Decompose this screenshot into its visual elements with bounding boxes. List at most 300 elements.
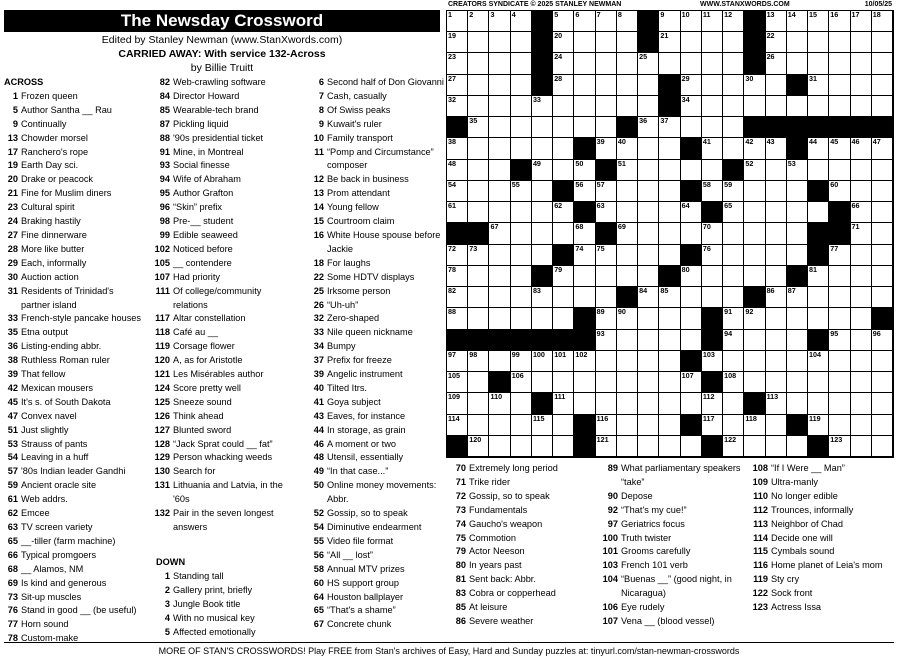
grid-cell[interactable] bbox=[511, 32, 532, 53]
grid-cell[interactable] bbox=[511, 393, 532, 414]
grid-cell[interactable] bbox=[723, 32, 744, 53]
grid-cell[interactable] bbox=[829, 415, 850, 436]
grid-cell[interactable] bbox=[829, 96, 850, 117]
grid-cell[interactable] bbox=[808, 266, 829, 287]
grid-cell[interactable] bbox=[596, 372, 617, 393]
grid-cell[interactable] bbox=[872, 32, 893, 53]
grid-cell[interactable] bbox=[744, 160, 765, 181]
grid-cell[interactable] bbox=[596, 53, 617, 74]
grid-cell[interactable] bbox=[511, 245, 532, 266]
grid-cell[interactable] bbox=[787, 287, 808, 308]
grid-cell[interactable] bbox=[574, 11, 595, 32]
grid-cell[interactable] bbox=[702, 415, 723, 436]
grid-cell[interactable] bbox=[702, 393, 723, 414]
grid-cell[interactable] bbox=[787, 372, 808, 393]
grid-cell[interactable] bbox=[468, 372, 489, 393]
grid-cell[interactable] bbox=[851, 393, 872, 414]
grid-cell[interactable] bbox=[617, 96, 638, 117]
grid-cell[interactable] bbox=[532, 351, 553, 372]
grid-cell[interactable] bbox=[702, 53, 723, 74]
grid-cell[interactable] bbox=[532, 436, 553, 457]
grid-cell[interactable] bbox=[744, 75, 765, 96]
grid-cell[interactable] bbox=[659, 330, 680, 351]
grid-cell[interactable] bbox=[681, 11, 702, 32]
grid-cell[interactable] bbox=[829, 372, 850, 393]
grid-cell[interactable] bbox=[447, 53, 468, 74]
grid-cell[interactable] bbox=[574, 351, 595, 372]
grid-cell[interactable] bbox=[872, 223, 893, 244]
grid-cell[interactable] bbox=[447, 415, 468, 436]
grid-cell[interactable] bbox=[596, 393, 617, 414]
grid-cell[interactable] bbox=[702, 75, 723, 96]
grid-cell[interactable] bbox=[723, 287, 744, 308]
grid-cell[interactable] bbox=[468, 266, 489, 287]
grid-cell[interactable] bbox=[702, 266, 723, 287]
grid-cell[interactable] bbox=[744, 330, 765, 351]
grid-cell[interactable] bbox=[553, 393, 574, 414]
grid-cell[interactable] bbox=[511, 351, 532, 372]
grid-cell[interactable] bbox=[596, 415, 617, 436]
grid-cell[interactable] bbox=[766, 202, 787, 223]
grid-cell[interactable] bbox=[872, 330, 893, 351]
grid-cell[interactable] bbox=[851, 372, 872, 393]
grid-cell[interactable] bbox=[744, 372, 765, 393]
grid-cell[interactable] bbox=[489, 223, 510, 244]
grid-cell[interactable] bbox=[532, 160, 553, 181]
grid-cell[interactable] bbox=[659, 160, 680, 181]
grid-cell[interactable] bbox=[681, 330, 702, 351]
grid-cell[interactable] bbox=[468, 287, 489, 308]
grid-cell[interactable] bbox=[681, 53, 702, 74]
grid-cell[interactable] bbox=[808, 351, 829, 372]
grid-cell[interactable] bbox=[766, 266, 787, 287]
grid-cell[interactable] bbox=[511, 223, 532, 244]
grid-cell[interactable] bbox=[872, 266, 893, 287]
grid-cell[interactable] bbox=[723, 266, 744, 287]
grid-cell[interactable] bbox=[659, 223, 680, 244]
grid-cell[interactable] bbox=[744, 266, 765, 287]
grid-cell[interactable] bbox=[787, 160, 808, 181]
grid-cell[interactable] bbox=[872, 287, 893, 308]
grid-cell[interactable] bbox=[574, 117, 595, 138]
grid-cell[interactable] bbox=[681, 436, 702, 457]
grid-cell[interactable] bbox=[468, 160, 489, 181]
grid-cell[interactable] bbox=[511, 287, 532, 308]
grid-cell[interactable] bbox=[638, 138, 659, 159]
grid-cell[interactable] bbox=[872, 393, 893, 414]
grid-cell[interactable] bbox=[574, 96, 595, 117]
grid-cell[interactable] bbox=[766, 330, 787, 351]
grid-cell[interactable] bbox=[787, 11, 808, 32]
grid-cell[interactable] bbox=[596, 32, 617, 53]
grid-cell[interactable] bbox=[851, 223, 872, 244]
grid-cell[interactable] bbox=[723, 436, 744, 457]
grid-cell[interactable] bbox=[851, 202, 872, 223]
grid-cell[interactable] bbox=[638, 117, 659, 138]
grid-cell[interactable] bbox=[787, 330, 808, 351]
grid-cell[interactable] bbox=[596, 75, 617, 96]
grid-cell[interactable] bbox=[829, 351, 850, 372]
grid-cell[interactable] bbox=[744, 223, 765, 244]
grid-cell[interactable] bbox=[489, 117, 510, 138]
grid-cell[interactable] bbox=[829, 160, 850, 181]
grid-cell[interactable] bbox=[659, 415, 680, 436]
grid-cell[interactable] bbox=[723, 202, 744, 223]
grid-cell[interactable] bbox=[851, 287, 872, 308]
grid-cell[interactable] bbox=[574, 53, 595, 74]
grid-cell[interactable] bbox=[447, 351, 468, 372]
grid-cell[interactable] bbox=[574, 372, 595, 393]
grid-cell[interactable] bbox=[447, 266, 468, 287]
grid-cell[interactable] bbox=[851, 32, 872, 53]
grid-cell[interactable] bbox=[659, 308, 680, 329]
grid-cell[interactable] bbox=[808, 415, 829, 436]
grid-cell[interactable] bbox=[489, 181, 510, 202]
grid-cell[interactable] bbox=[617, 351, 638, 372]
grid-cell[interactable] bbox=[829, 11, 850, 32]
grid-cell[interactable] bbox=[553, 160, 574, 181]
grid-cell[interactable] bbox=[787, 181, 808, 202]
grid-cell[interactable] bbox=[532, 202, 553, 223]
grid-cell[interactable] bbox=[511, 96, 532, 117]
grid-cell[interactable] bbox=[617, 202, 638, 223]
grid-cell[interactable] bbox=[723, 53, 744, 74]
grid-cell[interactable] bbox=[702, 181, 723, 202]
grid-cell[interactable] bbox=[596, 245, 617, 266]
grid-cell[interactable] bbox=[872, 53, 893, 74]
grid-cell[interactable] bbox=[574, 223, 595, 244]
grid-cell[interactable] bbox=[744, 245, 765, 266]
grid-cell[interactable] bbox=[638, 53, 659, 74]
grid-cell[interactable] bbox=[829, 393, 850, 414]
grid-cell[interactable] bbox=[681, 393, 702, 414]
grid-cell[interactable] bbox=[702, 245, 723, 266]
grid-cell[interactable] bbox=[596, 11, 617, 32]
grid-cell[interactable] bbox=[851, 308, 872, 329]
grid-cell[interactable] bbox=[702, 287, 723, 308]
grid-cell[interactable] bbox=[553, 96, 574, 117]
grid-cell[interactable] bbox=[532, 96, 553, 117]
grid-cell[interactable] bbox=[766, 245, 787, 266]
grid-cell[interactable] bbox=[468, 53, 489, 74]
grid-cell[interactable] bbox=[638, 266, 659, 287]
grid-cell[interactable] bbox=[553, 53, 574, 74]
grid-cell[interactable] bbox=[553, 32, 574, 53]
grid-cell[interactable] bbox=[468, 117, 489, 138]
grid-cell[interactable] bbox=[468, 393, 489, 414]
grid-cell[interactable] bbox=[532, 245, 553, 266]
grid-cell[interactable] bbox=[851, 160, 872, 181]
grid-cell[interactable] bbox=[766, 287, 787, 308]
grid-cell[interactable] bbox=[744, 308, 765, 329]
grid-cell[interactable] bbox=[702, 11, 723, 32]
grid-cell[interactable] bbox=[681, 372, 702, 393]
grid-cell[interactable] bbox=[659, 138, 680, 159]
grid-cell[interactable] bbox=[659, 287, 680, 308]
grid-cell[interactable] bbox=[872, 160, 893, 181]
grid-cell[interactable] bbox=[872, 138, 893, 159]
grid-cell[interactable] bbox=[553, 266, 574, 287]
grid-cell[interactable] bbox=[787, 223, 808, 244]
grid-cell[interactable] bbox=[681, 160, 702, 181]
grid-cell[interactable] bbox=[596, 181, 617, 202]
grid-cell[interactable] bbox=[766, 138, 787, 159]
grid-cell[interactable] bbox=[617, 372, 638, 393]
grid-cell[interactable] bbox=[659, 372, 680, 393]
grid-cell[interactable] bbox=[829, 330, 850, 351]
grid-cell[interactable] bbox=[723, 223, 744, 244]
grid-cell[interactable] bbox=[447, 96, 468, 117]
grid-cell[interactable] bbox=[766, 32, 787, 53]
grid-cell[interactable] bbox=[447, 308, 468, 329]
grid-cell[interactable] bbox=[851, 436, 872, 457]
grid-cell[interactable] bbox=[489, 436, 510, 457]
grid-cell[interactable] bbox=[447, 75, 468, 96]
grid-cell[interactable] bbox=[829, 138, 850, 159]
grid-cell[interactable] bbox=[766, 308, 787, 329]
grid-cell[interactable] bbox=[596, 330, 617, 351]
grid-cell[interactable] bbox=[723, 245, 744, 266]
grid-cell[interactable] bbox=[489, 393, 510, 414]
grid-cell[interactable] bbox=[851, 75, 872, 96]
grid-cell[interactable] bbox=[766, 181, 787, 202]
grid-cell[interactable] bbox=[766, 372, 787, 393]
grid-cell[interactable] bbox=[766, 436, 787, 457]
grid-cell[interactable] bbox=[851, 266, 872, 287]
grid-cell[interactable] bbox=[723, 308, 744, 329]
grid-cell[interactable] bbox=[681, 75, 702, 96]
grid-cell[interactable] bbox=[851, 351, 872, 372]
grid-cell[interactable] bbox=[787, 32, 808, 53]
grid-cell[interactable] bbox=[659, 117, 680, 138]
grid-cell[interactable] bbox=[553, 436, 574, 457]
grid-cell[interactable] bbox=[468, 202, 489, 223]
grid-cell[interactable] bbox=[617, 32, 638, 53]
grid-cell[interactable] bbox=[447, 202, 468, 223]
grid-cell[interactable] bbox=[617, 415, 638, 436]
grid-cell[interactable] bbox=[702, 160, 723, 181]
grid-cell[interactable] bbox=[489, 11, 510, 32]
grid-cell[interactable] bbox=[511, 75, 532, 96]
grid-cell[interactable] bbox=[617, 138, 638, 159]
grid-cell[interactable] bbox=[787, 202, 808, 223]
grid-cell[interactable] bbox=[553, 202, 574, 223]
grid-cell[interactable] bbox=[766, 11, 787, 32]
grid-cell[interactable] bbox=[872, 415, 893, 436]
grid-cell[interactable] bbox=[808, 202, 829, 223]
grid-cell[interactable] bbox=[638, 223, 659, 244]
grid-cell[interactable] bbox=[659, 436, 680, 457]
grid-cell[interactable] bbox=[511, 117, 532, 138]
grid-cell[interactable] bbox=[617, 393, 638, 414]
grid-cell[interactable] bbox=[702, 96, 723, 117]
grid-cell[interactable] bbox=[553, 75, 574, 96]
grid-cell[interactable] bbox=[638, 415, 659, 436]
grid-cell[interactable] bbox=[744, 351, 765, 372]
grid-cell[interactable] bbox=[511, 181, 532, 202]
grid-cell[interactable] bbox=[702, 351, 723, 372]
grid-cell[interactable] bbox=[596, 202, 617, 223]
grid-cell[interactable] bbox=[511, 415, 532, 436]
grid-cell[interactable] bbox=[638, 181, 659, 202]
grid-cell[interactable] bbox=[617, 160, 638, 181]
grid-cell[interactable] bbox=[851, 415, 872, 436]
grid-cell[interactable] bbox=[532, 308, 553, 329]
grid-cell[interactable] bbox=[511, 308, 532, 329]
grid-cell[interactable] bbox=[617, 11, 638, 32]
grid-cell[interactable] bbox=[617, 53, 638, 74]
grid-cell[interactable] bbox=[808, 75, 829, 96]
grid-cell[interactable] bbox=[659, 245, 680, 266]
grid-cell[interactable] bbox=[808, 32, 829, 53]
grid-cell[interactable] bbox=[723, 351, 744, 372]
grid-cell[interactable] bbox=[638, 436, 659, 457]
grid-cell[interactable] bbox=[681, 287, 702, 308]
grid-cell[interactable] bbox=[829, 436, 850, 457]
grid-cell[interactable] bbox=[681, 202, 702, 223]
grid-cell[interactable] bbox=[681, 117, 702, 138]
grid-cell[interactable] bbox=[617, 75, 638, 96]
grid-cell[interactable] bbox=[638, 75, 659, 96]
grid-cell[interactable] bbox=[638, 202, 659, 223]
grid-cell[interactable] bbox=[723, 330, 744, 351]
grid-cell[interactable] bbox=[766, 415, 787, 436]
grid-cell[interactable] bbox=[511, 372, 532, 393]
grid-cell[interactable] bbox=[829, 287, 850, 308]
grid-cell[interactable] bbox=[489, 138, 510, 159]
grid-cell[interactable] bbox=[617, 308, 638, 329]
grid-cell[interactable] bbox=[447, 372, 468, 393]
grid-cell[interactable] bbox=[489, 245, 510, 266]
grid-cell[interactable] bbox=[851, 181, 872, 202]
grid-cell[interactable] bbox=[532, 117, 553, 138]
grid-cell[interactable] bbox=[574, 287, 595, 308]
grid-cell[interactable] bbox=[659, 351, 680, 372]
grid-cell[interactable] bbox=[553, 372, 574, 393]
grid-cell[interactable] bbox=[553, 308, 574, 329]
grid-cell[interactable] bbox=[574, 75, 595, 96]
grid-cell[interactable] bbox=[851, 53, 872, 74]
grid-cell[interactable] bbox=[447, 393, 468, 414]
grid-cell[interactable] bbox=[468, 181, 489, 202]
grid-cell[interactable] bbox=[872, 372, 893, 393]
grid-cell[interactable] bbox=[638, 330, 659, 351]
grid-cell[interactable] bbox=[808, 160, 829, 181]
grid-cell[interactable] bbox=[829, 53, 850, 74]
grid-cell[interactable] bbox=[744, 415, 765, 436]
grid-cell[interactable] bbox=[468, 11, 489, 32]
grid-cell[interactable] bbox=[659, 53, 680, 74]
grid-cell[interactable] bbox=[468, 415, 489, 436]
grid-cell[interactable] bbox=[617, 181, 638, 202]
grid-cell[interactable] bbox=[447, 11, 468, 32]
grid-cell[interactable] bbox=[511, 436, 532, 457]
grid-cell[interactable] bbox=[596, 351, 617, 372]
grid-cell[interactable] bbox=[744, 138, 765, 159]
grid-cell[interactable] bbox=[787, 351, 808, 372]
grid-cell[interactable] bbox=[617, 223, 638, 244]
grid-cell[interactable] bbox=[468, 96, 489, 117]
grid-cell[interactable] bbox=[787, 308, 808, 329]
grid-cell[interactable] bbox=[787, 245, 808, 266]
grid-cell[interactable] bbox=[808, 138, 829, 159]
grid-cell[interactable] bbox=[744, 181, 765, 202]
grid-cell[interactable] bbox=[532, 415, 553, 436]
grid-cell[interactable] bbox=[723, 117, 744, 138]
grid-cell[interactable] bbox=[702, 138, 723, 159]
grid-cell[interactable] bbox=[489, 351, 510, 372]
grid-cell[interactable] bbox=[872, 436, 893, 457]
grid-cell[interactable] bbox=[638, 393, 659, 414]
grid-cell[interactable] bbox=[447, 160, 468, 181]
grid-cell[interactable] bbox=[638, 372, 659, 393]
grid-cell[interactable] bbox=[851, 330, 872, 351]
grid-cell[interactable] bbox=[744, 96, 765, 117]
grid-cell[interactable] bbox=[617, 266, 638, 287]
grid-cell[interactable] bbox=[638, 96, 659, 117]
grid-cell[interactable] bbox=[872, 181, 893, 202]
grid-cell[interactable] bbox=[489, 202, 510, 223]
grid-cell[interactable] bbox=[553, 117, 574, 138]
grid-cell[interactable] bbox=[447, 32, 468, 53]
grid-cell[interactable] bbox=[574, 393, 595, 414]
grid-cell[interactable] bbox=[638, 351, 659, 372]
grid-cell[interactable] bbox=[489, 415, 510, 436]
grid-cell[interactable] bbox=[468, 351, 489, 372]
grid-cell[interactable] bbox=[744, 436, 765, 457]
grid-cell[interactable] bbox=[468, 308, 489, 329]
crossword-grid[interactable] bbox=[446, 10, 894, 458]
grid-cell[interactable] bbox=[808, 287, 829, 308]
grid-cell[interactable] bbox=[787, 53, 808, 74]
grid-cell[interactable] bbox=[872, 75, 893, 96]
grid-cell[interactable] bbox=[447, 181, 468, 202]
grid-cell[interactable] bbox=[468, 245, 489, 266]
grid-cell[interactable] bbox=[468, 32, 489, 53]
grid-cell[interactable] bbox=[553, 11, 574, 32]
grid-cell[interactable] bbox=[766, 393, 787, 414]
grid-cell[interactable] bbox=[681, 32, 702, 53]
grid-cell[interactable] bbox=[553, 223, 574, 244]
grid-cell[interactable] bbox=[872, 96, 893, 117]
grid-cell[interactable] bbox=[681, 266, 702, 287]
grid-cell[interactable] bbox=[511, 266, 532, 287]
grid-cell[interactable] bbox=[808, 372, 829, 393]
grid-cell[interactable] bbox=[766, 75, 787, 96]
grid-cell[interactable] bbox=[872, 202, 893, 223]
grid-cell[interactable] bbox=[574, 181, 595, 202]
grid-cell[interactable] bbox=[553, 287, 574, 308]
grid-cell[interactable] bbox=[447, 245, 468, 266]
grid-cell[interactable] bbox=[766, 53, 787, 74]
grid-cell[interactable] bbox=[617, 436, 638, 457]
grid-cell[interactable] bbox=[596, 117, 617, 138]
grid-cell[interactable] bbox=[723, 393, 744, 414]
grid-cell[interactable] bbox=[447, 287, 468, 308]
grid-cell[interactable] bbox=[511, 53, 532, 74]
grid-cell[interactable] bbox=[659, 202, 680, 223]
grid-cell[interactable] bbox=[489, 32, 510, 53]
grid-cell[interactable] bbox=[596, 287, 617, 308]
grid-cell[interactable] bbox=[829, 266, 850, 287]
grid-cell[interactable] bbox=[638, 245, 659, 266]
grid-cell[interactable] bbox=[766, 160, 787, 181]
grid-cell[interactable] bbox=[511, 202, 532, 223]
grid-cell[interactable] bbox=[829, 245, 850, 266]
grid-cell[interactable] bbox=[574, 160, 595, 181]
grid-cell[interactable] bbox=[489, 287, 510, 308]
grid-cell[interactable] bbox=[617, 245, 638, 266]
